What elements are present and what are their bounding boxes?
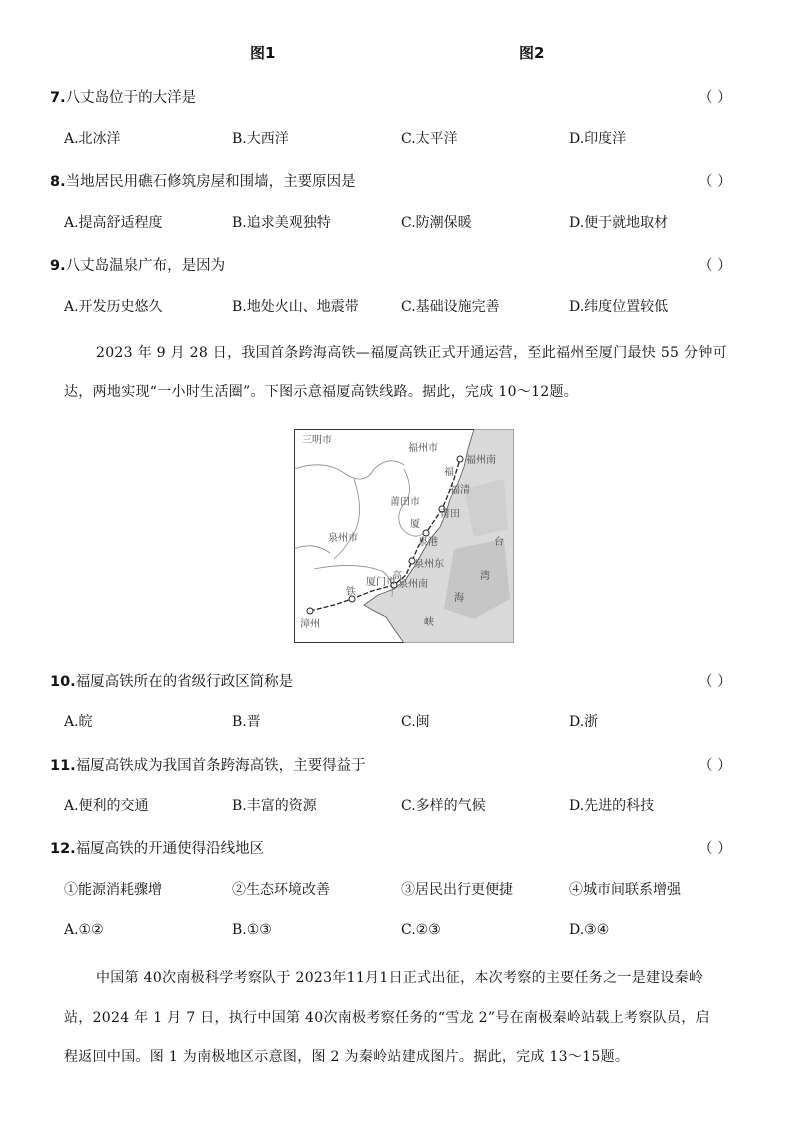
option-a: A.便利的交通	[64, 798, 149, 814]
label-fuzhou-south: 福州南	[466, 455, 496, 466]
question-number: 12.	[50, 841, 76, 857]
option-b: B.①③	[232, 922, 272, 938]
question-9	[50, 254, 225, 275]
passage-2-line-1: 中国第 40次南极科学考察队于 2023年11月1日正式出征，本次考察的主要任务之一是建设秦岭	[96, 970, 704, 986]
label-rail-2: 厦	[410, 519, 420, 530]
label-strait-4: 峡	[424, 617, 434, 628]
question-number: 9.	[50, 258, 66, 274]
passage-1-line-2: 达，两地实现“一小时生活圈”。下图示意福厦高铁线路。据此，完成 10～12题。	[64, 384, 579, 400]
station-marker	[423, 530, 429, 536]
option-d: D.便于就地取材	[569, 215, 669, 231]
question-11	[50, 754, 366, 775]
question-number: 7.	[50, 90, 66, 106]
answer-paren: （ ）	[698, 90, 732, 106]
label-xiamen-city: 厦门市	[366, 577, 396, 588]
label-station-quangang: 泉港	[418, 537, 438, 548]
figure-2-label: 图2	[519, 44, 545, 62]
label-strait-1: 台	[494, 537, 504, 548]
option-c: C.②③	[401, 922, 441, 938]
question-7	[50, 86, 196, 107]
option-c: C.多样的气候	[401, 798, 486, 814]
label-strait-3: 海	[454, 593, 464, 604]
station-marker	[457, 456, 463, 462]
option-a: A.提高舒适程度	[64, 215, 163, 231]
question-12	[50, 837, 264, 858]
label-station-quanzhou-south: 泉州南	[398, 579, 428, 590]
option-b: B.地处火山、地震带	[232, 299, 359, 315]
question-8	[50, 170, 356, 191]
passage-2-line-3: 程返回中国。图 1 为南极地区示意图，图 2 为秦岭站建成图片。据此，完成 13～15题。	[64, 1049, 630, 1065]
label-station-quanzhou-east: 泉州东	[414, 559, 444, 570]
statement-3: ③居民出行更便捷	[401, 882, 513, 898]
question-number: 10.	[50, 674, 76, 690]
station-marker	[307, 608, 313, 614]
label-strait-2: 湾	[480, 571, 490, 582]
label-rail-1: 福	[444, 467, 454, 478]
question-stem: 福厦高铁的开通使得沿线地区	[75, 841, 265, 857]
answer-paren: （ ）	[698, 674, 732, 690]
option-b: B.丰富的资源	[232, 798, 317, 814]
option-a: A.①②	[64, 922, 104, 938]
option-d: D.浙	[569, 714, 599, 730]
label-rail-4: 铁	[346, 587, 356, 598]
option-b: B.大西洋	[232, 131, 289, 147]
question-number: 8.	[50, 174, 66, 190]
question-stem: 福厦高铁所在的省级行政区简称是	[75, 674, 294, 690]
statement-4: ④城市间联系增强	[569, 882, 681, 898]
statement-2: ②生态环境改善	[232, 882, 330, 898]
label-station-fuqing: 福清	[450, 485, 470, 496]
option-d: D.纬度位置较低	[569, 299, 669, 315]
label-sanming: 三明市	[302, 435, 332, 446]
option-b: B.晋	[232, 714, 261, 730]
figure-1-label: 图1	[250, 44, 276, 62]
option-d: D.先进的科技	[569, 798, 655, 814]
label-fuzhou-city: 福州市	[408, 443, 438, 454]
question-stem: 当地居民用礁石修筑房屋和围墙，主要原因是	[65, 174, 356, 190]
option-d: D.③④	[569, 922, 610, 938]
option-c: C.闽	[401, 714, 430, 730]
answer-paren: （ ）	[698, 258, 732, 274]
label-putian-city: 莆田市	[390, 497, 420, 508]
statement-1: ①能源消耗骤增	[64, 882, 162, 898]
answer-paren: （ ）	[698, 758, 732, 774]
option-a: A.北冰洋	[64, 131, 121, 147]
answer-paren: （ ）	[698, 174, 732, 190]
label-quanzhou-city: 泉州市	[328, 533, 358, 544]
option-c: C.基础设施完善	[401, 299, 500, 315]
answer-paren: （ ）	[698, 841, 732, 857]
fuxia-railway-map	[294, 429, 514, 643]
label-zhangzhou: 漳州	[300, 619, 320, 630]
option-c: C.太平洋	[401, 131, 458, 147]
question-stem: 福厦高铁成为我国首条跨海高铁，主要得益于	[75, 758, 366, 774]
passage-1-line-1: 2023 年 9 月 28 日，我国首条跨海高铁—福厦高铁正式开通运营，至此福州至厦门最快 55 分钟可	[96, 345, 727, 361]
option-a: A.开发历史悠久	[64, 299, 163, 315]
question-10	[50, 670, 293, 691]
label-rail-3: 高	[392, 571, 402, 582]
option-c: C.防潮保暖	[401, 215, 472, 231]
option-d: D.印度洋	[569, 131, 627, 147]
question-stem: 八丈岛位于的大洋是	[65, 90, 197, 106]
label-station-putian: 莆田	[440, 509, 460, 520]
passage-2-line-2: 站，2024 年 1 月 7 日，执行中国第 40次南极考察任务的“雪龙 2”号在南极秦岭站载上考察队员，启	[64, 1010, 710, 1026]
option-b: B.追求美观独特	[232, 215, 331, 231]
question-number: 11.	[50, 758, 76, 774]
question-stem: 八丈岛温泉广布，是因为	[65, 258, 226, 274]
option-a: A.皖	[64, 714, 93, 730]
